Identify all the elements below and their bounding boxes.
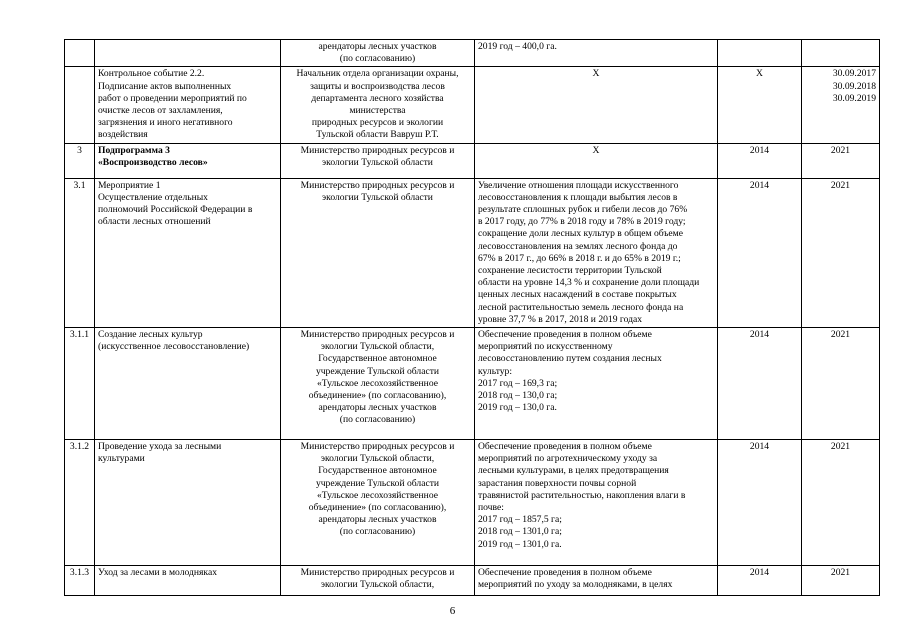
text-line: 30.09.2018	[832, 80, 876, 92]
text-line: Обеспечение проведения в полном объеме	[478, 329, 652, 341]
expected-result-cell	[475, 178, 718, 327]
text-line: экологии Тульской области,	[320, 341, 435, 353]
text-line: Государственное автономное	[318, 465, 437, 477]
activity-title-cell	[95, 566, 281, 596]
text-line: департамента лесного хозяйства	[311, 92, 444, 104]
text-line: Обеспечение проведения в полном объеме	[478, 441, 652, 453]
text-line: «Тульское лесохозяйственное	[316, 489, 438, 501]
text-line: объединение» (по согласованию),	[308, 390, 447, 402]
executor-cell	[281, 67, 475, 143]
item-number-cell	[65, 67, 95, 143]
text-line: полномочий Российской Федерации в	[98, 204, 253, 216]
end-year-cell	[802, 67, 880, 143]
text-line: 2018 год – 130,0 га;	[478, 390, 558, 402]
text-line: 2019 год – 1301,0 га.	[478, 538, 562, 550]
text-line: Увеличение отношения площади искусственного	[478, 179, 679, 191]
text-line: Начальник отдела организации охраны,	[296, 68, 459, 80]
text-line: лесовосстановления к площади выбытия лесов в	[478, 191, 678, 203]
text-line: Подпрограмма 3	[98, 144, 170, 156]
text-line: Министерство природных ресурсов и	[300, 179, 455, 191]
text-line: лесовосстановлению путем создания лесных	[478, 353, 662, 365]
activity-title-cell	[95, 67, 281, 143]
executor-cell	[281, 566, 475, 596]
text-line: 30.09.2019	[832, 92, 876, 104]
activity-title-cell	[95, 143, 281, 178]
text-line: результате сплошных рубок и гибели лесов до 76%	[478, 204, 688, 216]
item-number-cell: 3.1.2	[65, 440, 95, 566]
table-row	[65, 566, 880, 596]
text-line: (по согласованию)	[339, 414, 416, 426]
text-line: лесными культурами, в целях предотвращения	[478, 465, 669, 477]
text-line: культур:	[478, 365, 513, 377]
activity-title-cell	[95, 40, 281, 67]
text-line: 2019 год – 400,0 га.	[478, 41, 557, 52]
text-line: 30.09.2017	[832, 68, 876, 80]
text-line: Обеспечение проведения в полном объеме	[478, 567, 652, 579]
text-line: культурами	[98, 453, 145, 465]
end-year-cell: 2021	[802, 440, 880, 566]
item-number-cell	[65, 40, 95, 67]
activity-title-cell	[95, 328, 281, 440]
text-line: лесовосстановления на землях лесного фонда до	[478, 240, 678, 252]
activity-title-cell	[95, 178, 281, 327]
text-line: Тульской области Вавруш Р.Т.	[316, 129, 439, 141]
text-line: Контрольное событие 2.2.	[98, 68, 205, 80]
text-line: 67% в 2017 г., до 66% в 2018 г. и до 65% в 2019 г.;	[478, 252, 681, 264]
end-year-cell	[802, 40, 880, 67]
text-line: сохранение лесистости территории Тульской	[478, 265, 662, 277]
text-line: арендаторы лесных участков	[318, 402, 437, 414]
text-line: лесной растительностью земель лесного фонда на	[478, 301, 684, 313]
text-line: (по согласованию)	[339, 526, 416, 538]
table-row	[65, 440, 880, 566]
text-line: арендаторы лесных участков	[318, 514, 437, 526]
start-year-cell	[718, 40, 802, 67]
text-line: работ о проведении мероприятий по	[98, 92, 247, 104]
text-line: мероприятий по уходу за молодняками, в целях	[478, 579, 673, 591]
text-line: экологии Тульской области	[322, 191, 433, 203]
expected-result-cell	[475, 143, 718, 178]
expected-result-cell	[475, 40, 718, 67]
text-line: Создание лесных культур	[98, 329, 203, 341]
start-year-cell: 2014	[718, 178, 802, 327]
text-line: 2017 год – 1857,5 га;	[478, 514, 562, 526]
end-year-cell: 2021	[802, 178, 880, 327]
text-line: загрязнения и иного негативного	[98, 117, 233, 129]
text-line: ценных лесных насаждений в составе покрытых	[478, 289, 677, 301]
text-line: мероприятий по агротехническому уходу за	[478, 453, 658, 465]
text-line: экологии Тульской области,	[320, 579, 435, 591]
text-line: 2018 год – 1301,0 га;	[478, 526, 562, 538]
table-body	[65, 40, 880, 596]
text-line: экологии Тульской области	[322, 156, 433, 168]
text-line: (по согласованию)	[339, 53, 416, 65]
item-number-cell: 3.1.1	[65, 328, 95, 440]
executor-cell	[281, 178, 475, 327]
text-line: 2017 год – 169,3 га;	[478, 377, 558, 389]
table-row	[65, 178, 880, 327]
text-line: объединение» (по согласованию),	[308, 502, 447, 514]
text-line: учреждение Тульской области	[315, 365, 440, 377]
text-line: Министерство природных ресурсов и	[300, 329, 455, 341]
start-year-cell: 2014	[718, 143, 802, 178]
text-line: области на уровне 14,3 % и сохранение доли площади	[478, 277, 700, 289]
table-row	[65, 143, 880, 178]
text-line: X	[592, 144, 600, 156]
executor-cell	[281, 143, 475, 178]
text-line: природных ресурсов и экологии	[311, 117, 444, 129]
expected-result-cell	[475, 67, 718, 143]
start-year-cell: 2014	[718, 566, 802, 596]
start-year-cell: X	[718, 67, 802, 143]
table-row	[65, 67, 880, 143]
table-row	[65, 40, 880, 67]
end-year-cell: 2021	[802, 328, 880, 440]
text-line: 2019 год – 130,0 га.	[478, 402, 557, 414]
text-line: учреждение Тульской области	[315, 477, 440, 489]
text-line: (искусственное лесовосстановление)	[98, 341, 250, 353]
table-row	[65, 328, 880, 440]
text-line: очистке лесов от захламления,	[98, 105, 223, 117]
text-line: Мероприятие 1	[98, 179, 161, 191]
text-line: «Воспроизводство лесов»	[98, 156, 208, 168]
end-year-cell: 2021	[802, 566, 880, 596]
expected-result-cell	[475, 440, 718, 566]
text-line: Уход за лесами в молодняках	[98, 567, 218, 579]
text-line: зарастания поверхности почвы сорной	[478, 477, 637, 489]
text-line: в 2017 году, до 77% в 2018 году и 78% в 2019 году;	[478, 216, 686, 228]
program-activities-table	[64, 39, 880, 596]
start-year-cell: 2014	[718, 440, 802, 566]
executor-cell	[281, 40, 475, 67]
text-line: Осуществление отдельных	[98, 191, 208, 203]
item-number-cell: 3	[65, 143, 95, 178]
text-line: экологии Тульской области,	[320, 453, 435, 465]
text-line: сокращение доли лесных культур в общем объеме	[478, 228, 683, 240]
text-line: мероприятий по искусственному	[478, 341, 613, 353]
text-line: уровне 37,7 % в 2017, 2018 и 2019 годах	[478, 313, 643, 325]
executor-cell	[281, 328, 475, 440]
item-number-cell: 3.1	[65, 178, 95, 327]
text-line: почве:	[478, 502, 504, 514]
text-line: Проведение ухода за лесными	[98, 441, 222, 453]
text-line: травянистой растительностью, накопления влаги в	[478, 489, 686, 501]
expected-result-cell	[475, 566, 718, 596]
text-line: Министерство природных ресурсов и	[300, 144, 455, 156]
text-line: Министерство природных ресурсов и	[300, 567, 455, 579]
text-line: X	[592, 68, 600, 80]
text-line: воздействия	[98, 129, 148, 141]
start-year-cell: 2014	[718, 328, 802, 440]
page-number: 6	[449, 605, 456, 617]
item-number-cell: 3.1.3	[65, 566, 95, 596]
text-line: защиты и воспроизводства лесов	[310, 80, 445, 92]
activity-title-cell	[95, 440, 281, 566]
text-line: арендаторы лесных участков	[318, 41, 437, 52]
executor-cell	[281, 440, 475, 566]
text-line: Государственное автономное	[318, 353, 437, 365]
expected-result-cell	[475, 328, 718, 440]
text-line: области лесных отношений	[98, 216, 211, 228]
text-line: министерства	[349, 105, 406, 117]
text-line: «Тульское лесохозяйственное	[316, 377, 438, 389]
end-year-cell: 2021	[802, 143, 880, 178]
text-line: Подписание актов выполненных	[98, 80, 232, 92]
text-line: Министерство природных ресурсов и	[300, 441, 455, 453]
